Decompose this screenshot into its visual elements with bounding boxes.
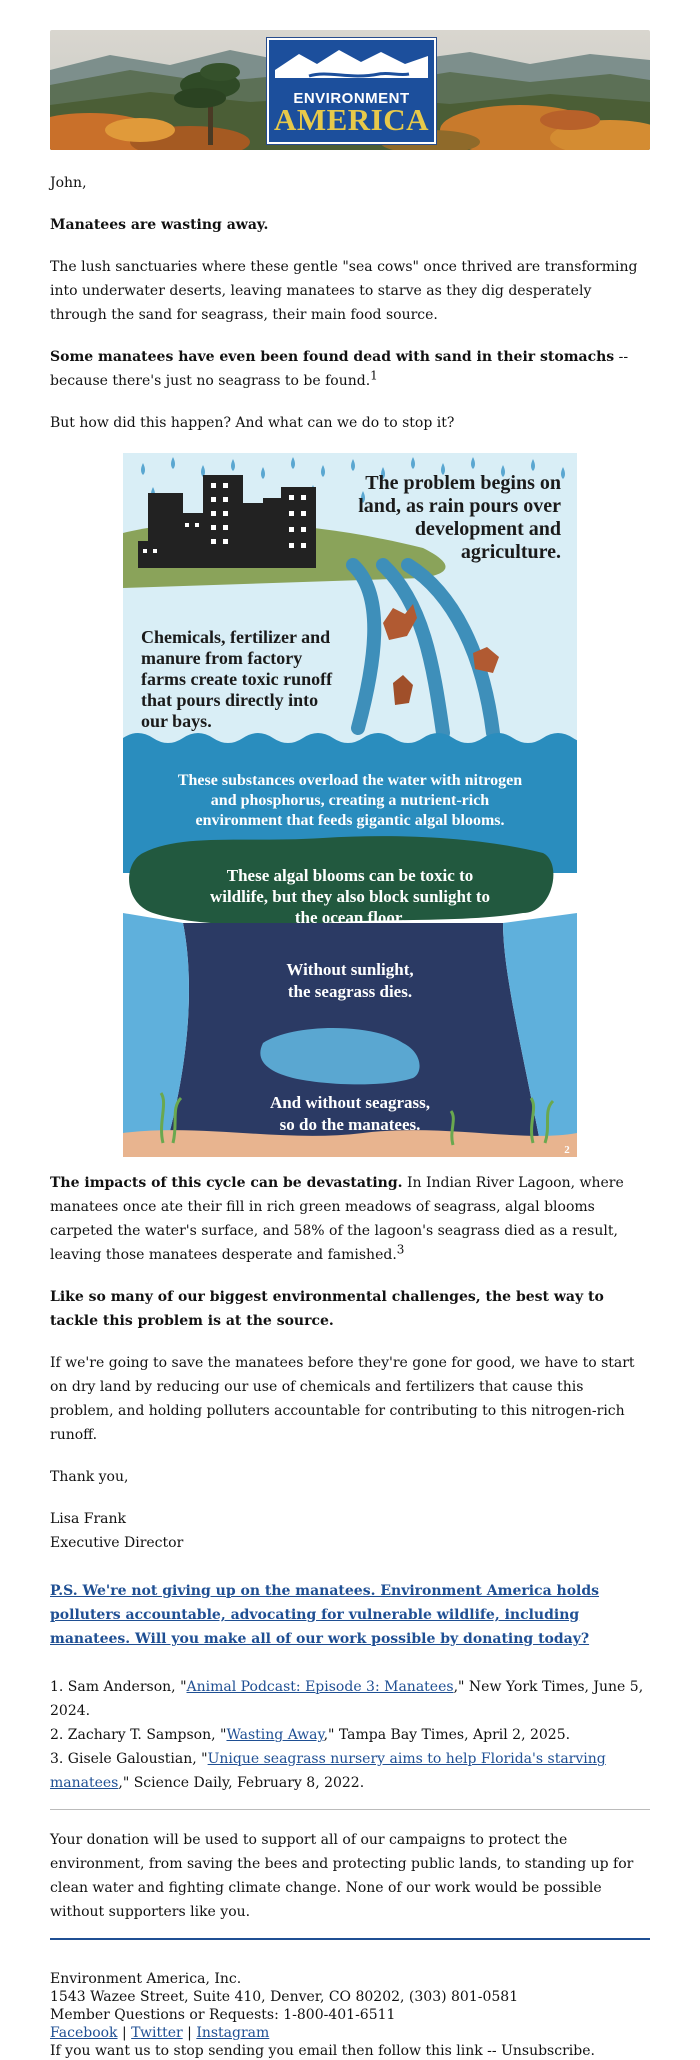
- paragraph-impacts-rest: In Indian River Lagoon, where manatees once ate their fill in rich green meadows of seagrass, algal blooms carpeted the water's surface, and 58% of the lagoon's seagrass died as a result, leaving those manatees desperate and famished.: [50, 1175, 624, 1263]
- reference-item: [50, 1723, 650, 1747]
- info-text2-line5: our bays.: [141, 711, 212, 731]
- info-text6-line2: so do the manatees.: [279, 1115, 421, 1134]
- logo-word-environment: ENVIRONMENT: [293, 90, 410, 107]
- header-banner: [50, 30, 650, 150]
- info-footnote: 2: [564, 1144, 570, 1156]
- facebook-link[interactable]: Facebook: [50, 2025, 118, 2041]
- info-text1-line3: development and: [414, 518, 561, 540]
- ps-donate-link[interactable]: P.S. We're not giving up on the manatees. Environment America holds polluters accountable, advocating for vulnerable wildlife, including manatees. Will you make all of our work possible by donating today?: [50, 1583, 600, 1647]
- social-separator: |: [182, 2025, 197, 2041]
- twitter-link[interactable]: Twitter: [131, 2025, 183, 2041]
- ps-paragraph: [50, 1579, 650, 1651]
- info-text1-line1: The problem begins on: [365, 472, 561, 494]
- reference-item: [50, 1747, 650, 1795]
- email-body: [50, 30, 650, 2060]
- footer-member: Member Questions or Requests: 1-800-401-6511: [50, 2007, 396, 2023]
- footer-social: [50, 2024, 650, 2042]
- footer-org: Environment America, Inc.: [50, 1971, 242, 1987]
- reference-2-author: 2. Zachary T. Sampson, ": [50, 1727, 227, 1743]
- logo-mountain-icon: [269, 40, 434, 90]
- reference-2-link[interactable]: Wasting Away: [226, 1727, 324, 1743]
- paragraph-sand: [50, 345, 650, 393]
- reference-1-author: 1. Sam Anderson, ": [50, 1679, 187, 1695]
- donation-note: Your donation will be used to support all of our campaigns to protect the environment, from saving the bees and protecting public lands, to standing up for clean water and fighting climate change. None of our work would be possible without supporters like you.: [50, 1832, 634, 1920]
- references: [50, 1675, 650, 1795]
- paragraph-impacts-bold: The impacts of this cycle can be devastating.: [50, 1175, 403, 1191]
- info-text3-line2: and phosphorus, creating a nutrient-rich: [210, 792, 490, 809]
- paragraph-sand-bold: Some manatees have even been found dead with sand in their stomachs: [50, 349, 615, 365]
- info-text4-line3: the ocean floor.: [294, 908, 406, 927]
- reference-3-link[interactable]: Unique seagrass nursery aims to help Florida's starving manatees: [50, 1751, 606, 1791]
- info-text4-line2: wildlife, but they also block sunlight to: [209, 887, 491, 906]
- info-text2-line4: that pours directly into: [141, 690, 319, 710]
- signoff: Thank you,: [50, 1469, 129, 1485]
- environment-america-logo[interactable]: [267, 38, 436, 144]
- paragraph-intro: The lush sanctuaries where these gentle "sea cows" once thrived are transforming into underwater deserts, leaving manatees to starve as they dig desperately through the sand for seagrass, their main food source.: [50, 259, 638, 323]
- signer-title: Executive Director: [50, 1535, 184, 1551]
- reference-item: [50, 1675, 650, 1723]
- footer: [50, 1970, 650, 2060]
- info-text1-line4: agriculture.: [460, 541, 561, 563]
- info-text3-line3: environment that feeds gigantic algal blooms.: [195, 812, 505, 829]
- signer-name: Lisa Frank: [50, 1511, 127, 1527]
- paragraph-source: Like so many of our biggest environmental challenges, the best way to tackle this problem is at the source.: [50, 1289, 604, 1329]
- divider: [50, 1809, 650, 1810]
- logo-word-america: AMERICA: [273, 102, 430, 137]
- runoff-cycle-infographic: [123, 453, 577, 1157]
- reference-3-author: 3. Gisele Galoustian, ": [50, 1751, 208, 1767]
- infographic: [50, 453, 650, 1157]
- info-text2-line2: manure from factory: [141, 648, 303, 668]
- info-text3-line1: These substances overload the water with nitrogen: [177, 772, 523, 789]
- paragraph-question: But how did this happen? And what can we do to stop it?: [50, 415, 455, 431]
- info-text4-line1: These algal blooms can be toxic to: [226, 866, 474, 885]
- social-separator: |: [117, 2025, 132, 2041]
- info-text2-line1: Chemicals, fertilizer and: [141, 627, 331, 647]
- info-text2-line3: farms create toxic runoff: [141, 669, 333, 689]
- footer-divider: [50, 1938, 650, 1940]
- info-text1-line2: land, as rain pours over: [358, 495, 561, 517]
- greeting: John,: [50, 175, 87, 191]
- info-text5-line2: the seagrass dies.: [287, 982, 413, 1001]
- footer-unsubscribe[interactable]: If you want us to stop sending you email then follow this link -- Unsubscribe.: [50, 2043, 595, 2059]
- footnote-ref-1[interactable]: 1: [370, 368, 378, 383]
- reference-2-source: ," Tampa Bay Times, April 2, 2025.: [323, 1727, 571, 1743]
- info-text5-line1: Without sunlight,: [286, 960, 414, 979]
- paragraph-action: If we're going to save the manatees before they're gone for good, we have to start on dry land by reducing our use of chemicals and fertilizers that cause this problem, and holding polluters accountable for contributing to this nitrogen-rich runoff.: [50, 1355, 635, 1443]
- reference-1-link[interactable]: Animal Podcast: Episode 3: Manatees: [186, 1679, 454, 1695]
- footnote-ref-3[interactable]: 3: [396, 1242, 405, 1257]
- info-text6-line1: And without seagrass,: [269, 1093, 431, 1112]
- paragraph-impacts: [50, 1171, 650, 1267]
- reference-3-source: ," Science Daily, February 8, 2022.: [118, 1775, 365, 1791]
- instagram-link[interactable]: Instagram: [196, 2025, 270, 2041]
- reference-1-source: ," New York Times, June 5, 2024.: [50, 1679, 644, 1719]
- footer-address: 1543 Wazee Street, Suite 410, Denver, CO 80202, (303) 801-0581: [50, 1989, 519, 2005]
- headline: Manatees are wasting away.: [50, 217, 269, 233]
- paragraph-sand-rest: -- because there's just no seagrass to be found.: [50, 349, 629, 389]
